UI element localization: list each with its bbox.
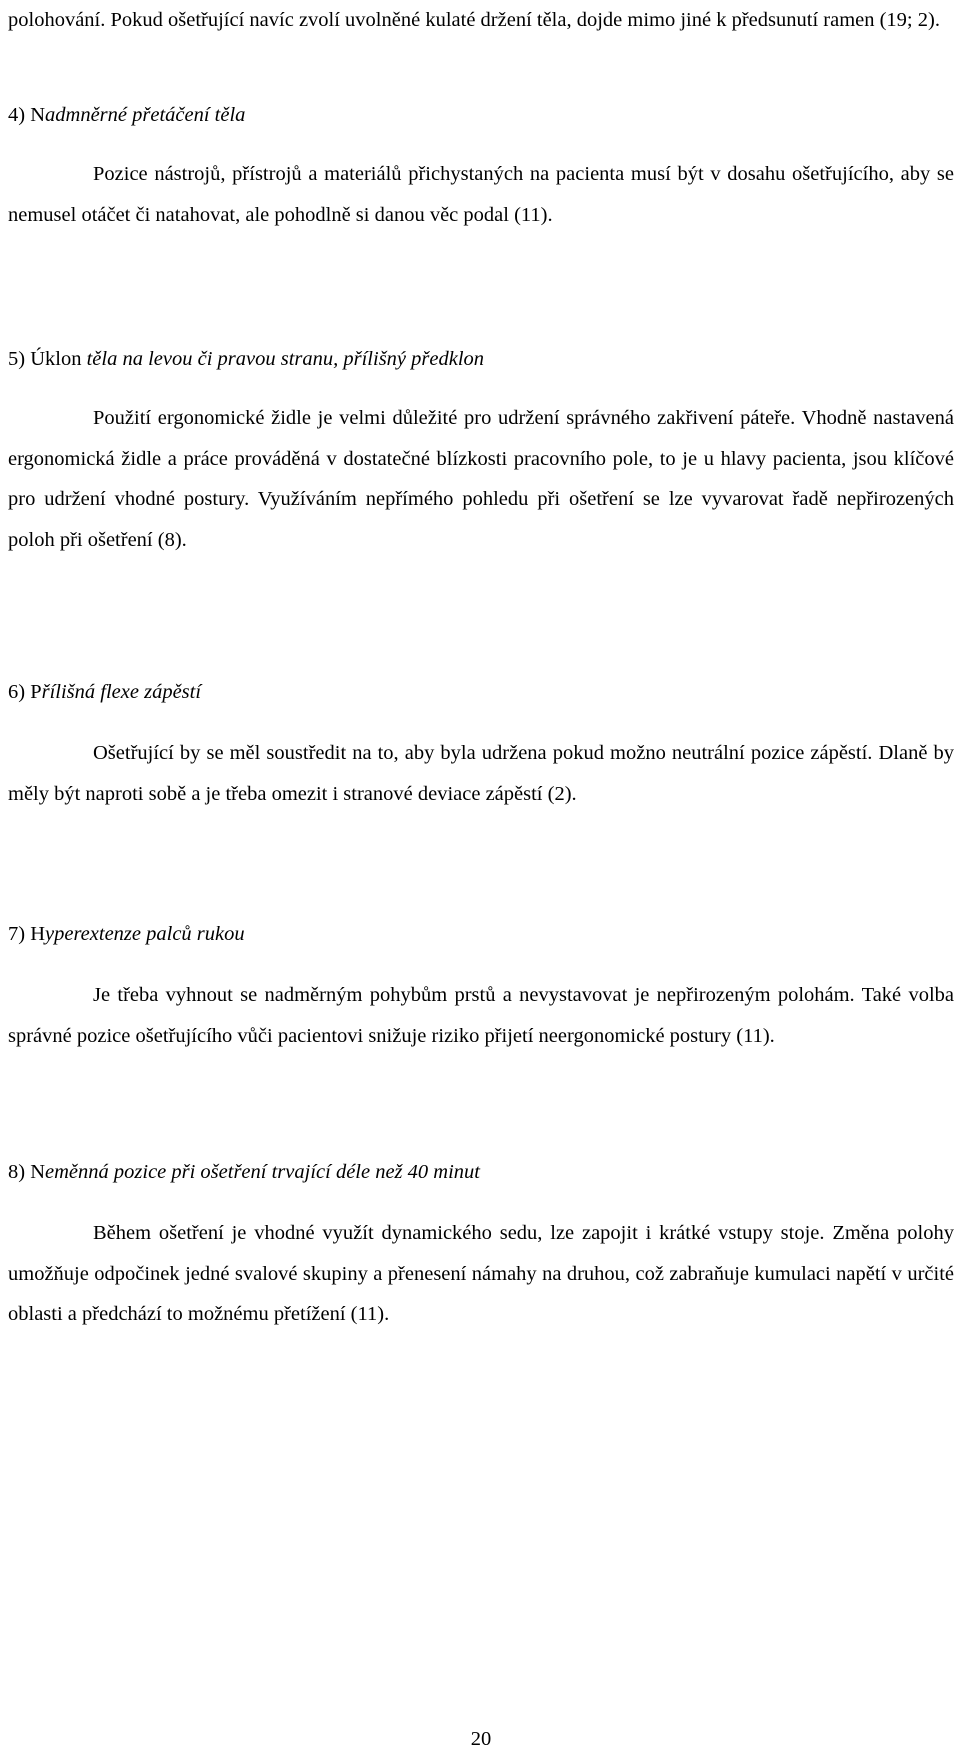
section-heading-7 <box>8 914 245 954</box>
section-paragraph-5: Použití ergonomické židle je velmi důležité pro udržení správného zakřivení páteře. Vhodně nastavená ergonomická židle a práce prováděná v dostatečné blízkosti pracovního pole, to je u hlavy pacienta, jsou klíčové pro udržení vhodné postury. Využíváním nepřímého pohledu při ošetření se lze vyvarovat řadě nepřirozených poloh při ošetření (8). <box>8 407 954 551</box>
section-heading-number: 7) H <box>8 923 46 945</box>
section-heading-title: yperextenze palců rukou <box>45 923 245 945</box>
section-heading-number: 6) P <box>8 681 42 703</box>
section-heading-title: těla na levou či pravou stranu, přílišný předklon <box>86 348 485 370</box>
section-heading-4 <box>8 95 245 135</box>
section-heading-number: 8) N <box>8 1161 46 1183</box>
section-paragraph-8: Během ošetření je vhodné využít dynamického sedu, lze zapojit i krátké vstupy stoje. Změna polohy umožňuje odpočinek jedné svalové skupiny a přenesení námahy na druhou, což zabraňuje kumulaci napětí v určité oblasti a předchází to možnému přetížení (11). <box>8 1222 954 1325</box>
section-heading-6 <box>8 672 201 712</box>
section-heading-title: eměnná pozice při ošetření trvající déle než 40 minut <box>45 1161 480 1183</box>
page-number: 20 <box>470 1728 492 1750</box>
section-paragraph-7: Je třeba vyhnout se nadměrným pohybům prstů a nevystavovat je nepřirozeným polohám. Také volba správné pozice ošetřujícího vůči pacientovi snižuje riziko přijetí neergonomické postury (11). <box>8 984 954 1047</box>
section-heading-8 <box>8 1152 480 1192</box>
section-heading-number: 5) Ú <box>8 348 46 370</box>
continued-paragraph: polohování. Pokud ošetřující navíc zvolí uvolněné kulaté držení těla, dojde mimo jiné k předsunutí ramen (19; 2). <box>8 9 940 31</box>
section-paragraph-6: Ošetřující by se měl soustředit na to, aby byla udržena pokud možno neutrální pozice zápěstí. Dlaně by měly být naproti sobě a je třeba omezit i stranové deviace zápěstí (2). <box>8 742 954 805</box>
section-heading-5 <box>8 339 484 379</box>
section-heading-title: admněrné přetáčení těla <box>45 104 246 126</box>
section-paragraph-4: Pozice nástrojů, přístrojů a materiálů přichystaných na pacienta musí být v dosahu ošetřujícího, aby se nemusel otáčet či natahovat, ale pohodlně si danou věc podal (11). <box>8 163 954 226</box>
section-heading-number: 4) N <box>8 104 46 126</box>
section-heading-title: řílišná flexe zápěstí <box>41 681 202 703</box>
section-heading-mid: klon <box>45 348 87 370</box>
